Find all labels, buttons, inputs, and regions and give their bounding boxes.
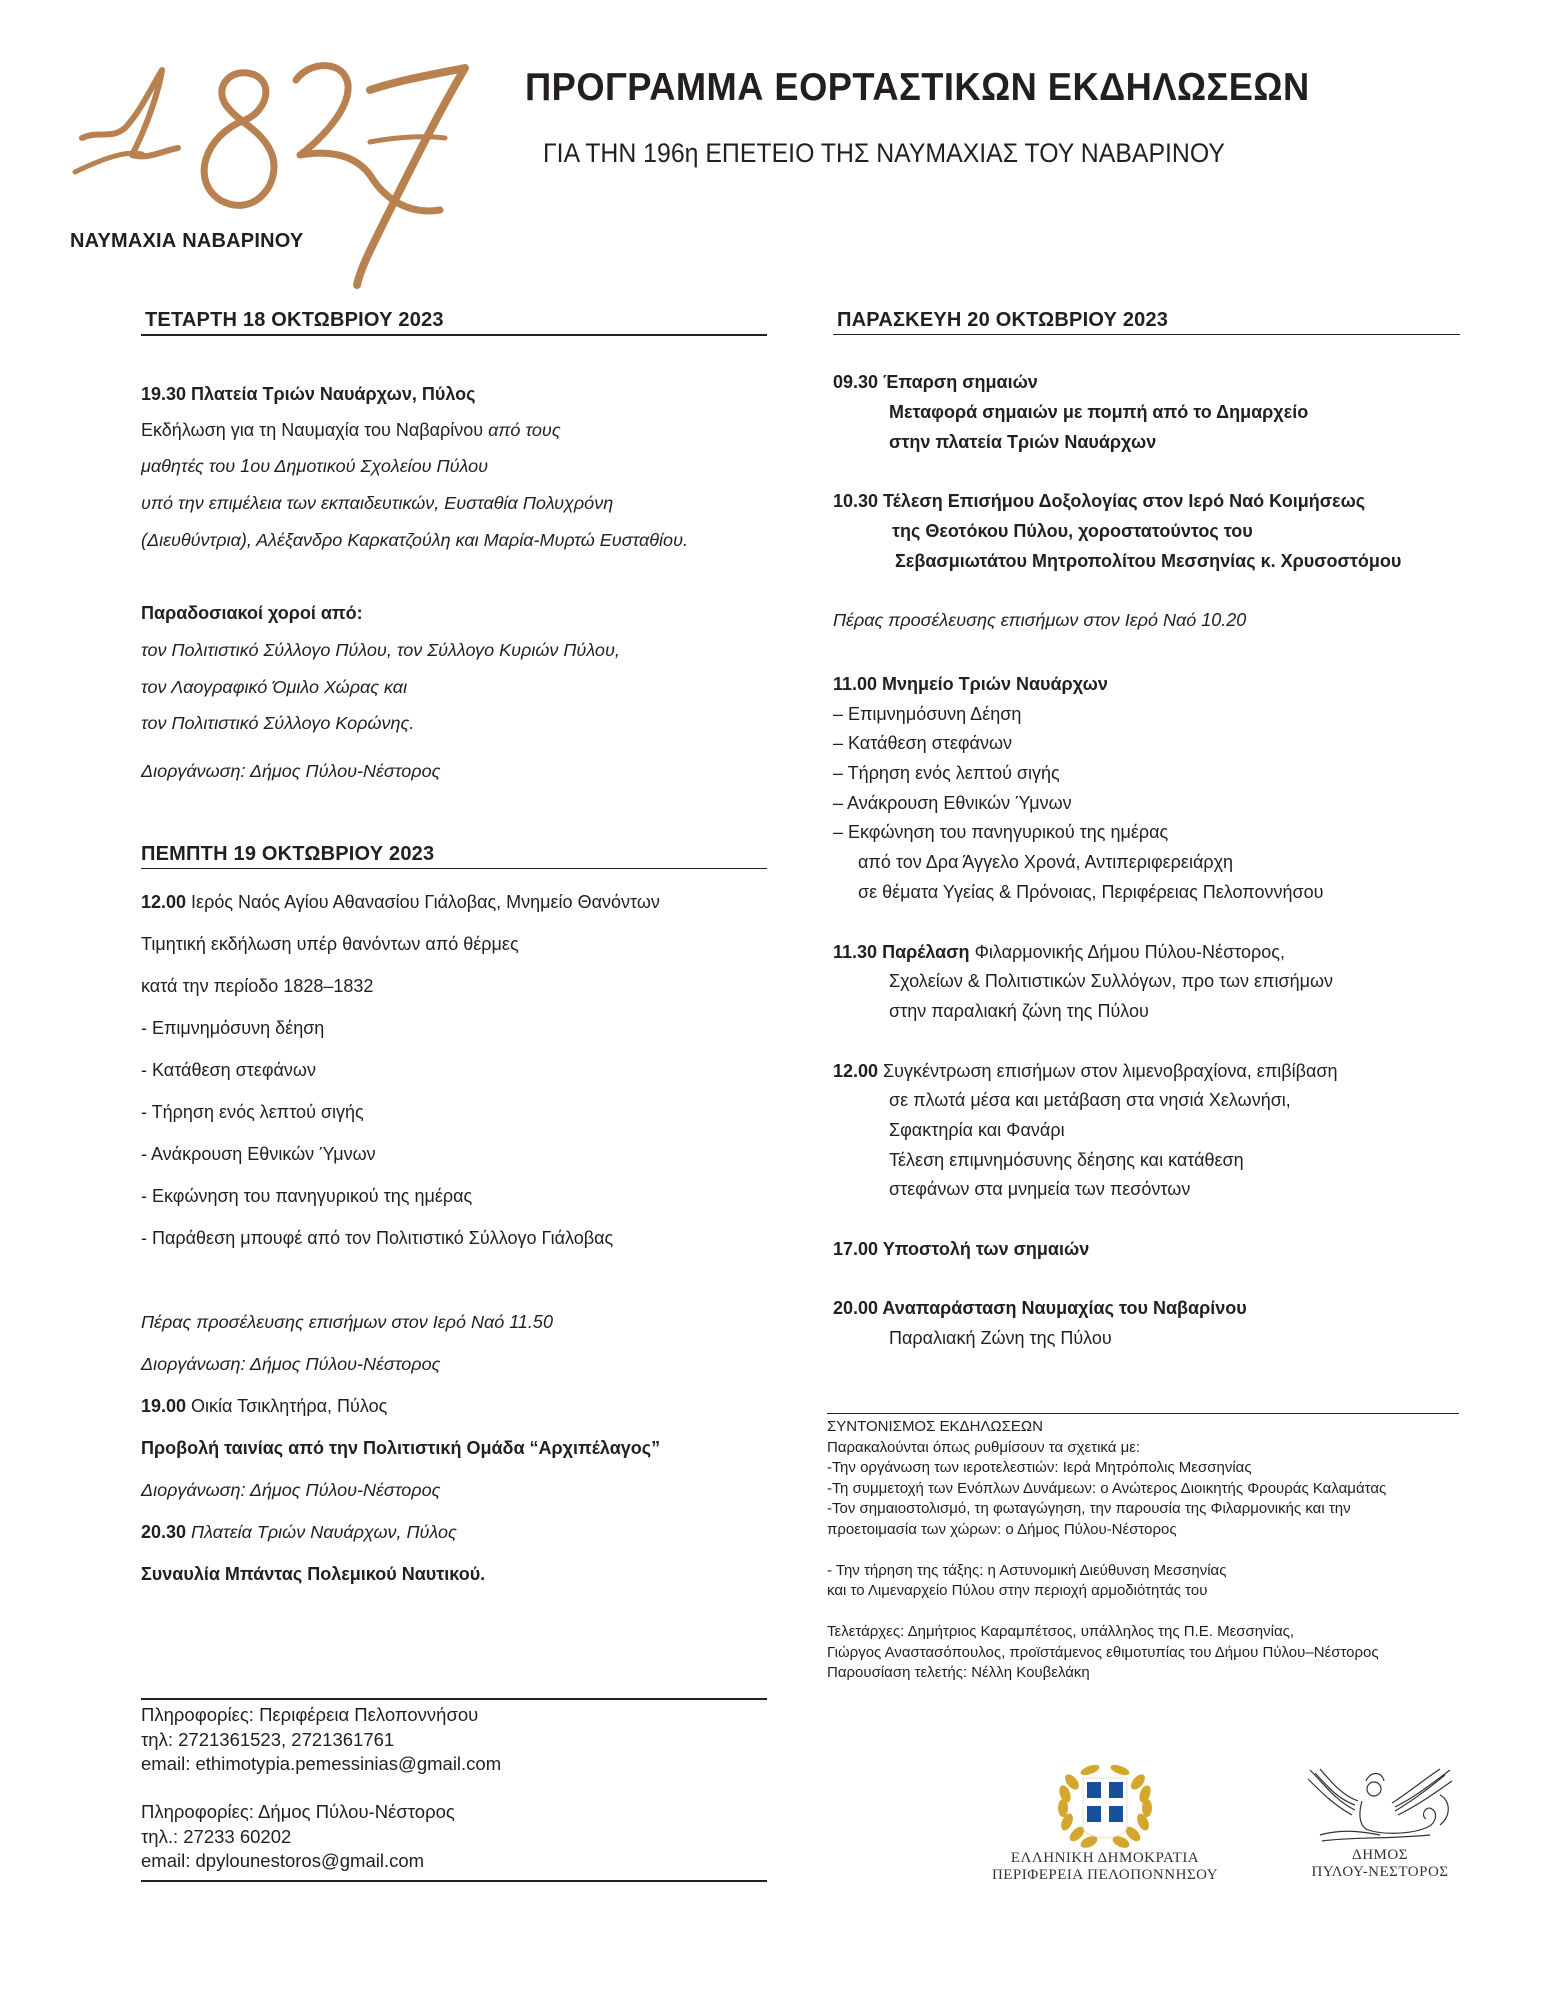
event-place: Πλατεία Τριών Ναυάρχων, Πύλος: [186, 1522, 457, 1542]
event-description: υπό την επιμέλεια των εκπαιδευτικών, Ευσταθία Πολυχρόνη: [141, 493, 614, 513]
event-title: 19.30 Πλατεία Τριών Ναυάρχων, Πύλος: [141, 384, 476, 404]
event-time: 20.30: [141, 1522, 187, 1542]
day-heading-text: ΠΑΡΑΣΚΕΥΗ 20 ΟΚΤΩΒΡΙΟΥ 2023: [837, 309, 1169, 331]
coordination-line: προετοιμασία των χώρων: ο Δήμος Πύλου-Νέστορος: [827, 1520, 1177, 1538]
event-line: σε πλωτά μέσα και μετάβαση στα νησιά Χελωνήσι,: [889, 1090, 1291, 1110]
event-title: 20.00 Αναπαράσταση Ναυμαχίας του Ναβαρίνου: [833, 1298, 1247, 1318]
event-line: - Επιμνημόσυνη δέηση: [141, 1018, 325, 1038]
municipality-caption-line1: ΔΗΜΟΣ: [1352, 1847, 1408, 1863]
day-heading-text: ΠΕΜΠΤΗ 19 ΟΚΤΩΒΡΙΟΥ 2023: [141, 843, 435, 865]
coordination-line: Τελετάρχες: Δημήτριος Καραμπέτσος, υπάλληλος της Π.Ε. Μεσσηνίας,: [827, 1623, 1295, 1640]
spacer: [827, 1602, 1386, 1623]
event-time: 19.00: [141, 1396, 187, 1416]
arrival-note: Πέρας προσέλευσης επισήμων στον Ιερό Ναό 10.20: [833, 610, 1247, 630]
event-line: Σφακτηρία και Φανάρι: [889, 1120, 1065, 1140]
info-phone: τηλ.: 27233 60202: [141, 1825, 292, 1847]
event-place: Ιερός Ναός Αγίου Αθανασίου Γιάλοβας, Μνημείο Θανόντων: [186, 892, 660, 912]
region-caption-line2: ΠΕΡΙΦΕΡΕΙΑ ΠΕΛΟΠΟΝΝΗΣΟΥ: [991, 1867, 1219, 1883]
organizer-note: Διοργάνωση: Δήμος Πύλου-Νέστορος: [141, 1354, 441, 1374]
event-line: Τιμητική εκδήλωση υπέρ θανόντων από θέρμες: [141, 934, 519, 954]
event-line: σε θέματα Υγείας & Πρόνοιας, Περιφέρειας Πελοποννήσου: [858, 882, 1324, 902]
sphinx-icon: [1300, 1765, 1460, 1847]
event-line: - Ανάκρουση Εθνικών Ύμνων: [141, 1144, 376, 1164]
event-title: 17.00 Υποστολή των σημαιών: [833, 1239, 1090, 1259]
municipality-caption-line2: ΠΥΛΟΥ-ΝΕΣΤΟΡΟΣ: [1311, 1864, 1449, 1880]
divider: [141, 1698, 767, 1700]
event-name: Παρέλαση: [877, 942, 970, 962]
event-description: [141, 420, 561, 441]
coordination-line: -Τον σημαιοστολισμό, τη φωταγώγηση, την παρουσία της Φιλαρμονικής και την: [827, 1500, 1351, 1517]
info-label: Πληροφορίες: Περιφέρεια Πελοποννήσου: [141, 1704, 479, 1725]
coordination-line: -Την οργάνωση των ιεροτελεστιών: Ιερά Μητρόπολις Μεσσηνίας: [827, 1459, 1252, 1476]
dances-title: Παραδοσιακοί χοροί από:: [141, 603, 363, 623]
municipality-logo: [1300, 1765, 1460, 1881]
event-line: Σχολείων & Πολιτιστικών Συλλόγων, προ των επισήμων: [889, 971, 1334, 991]
arrival-note: Πέρας προσέλευσης επισήμων στον Ιερό Ναό 11.50: [141, 1312, 553, 1332]
day-heading-thursday: [141, 843, 767, 869]
day-heading-wednesday: [141, 309, 767, 336]
event-time: 12.00: [141, 892, 187, 912]
info-email[interactable]: email: ethimotypia.pemessinias@gmail.com: [141, 1753, 502, 1774]
greek-coat-of-arms-icon: [985, 1758, 1225, 1850]
coordination-line: Παρουσίαση τελετής: Νέλλη Κουβελάκη: [827, 1664, 1090, 1681]
description-text-italic: από τους: [488, 420, 561, 440]
contact-info-municipality: [141, 1800, 455, 1874]
event-place: Φιλαρμονικής Δήμου Πύλου-Νέστορος,: [969, 942, 1285, 962]
divider: [827, 1413, 1459, 1414]
divider: [141, 1880, 767, 1882]
description-text: Εκδήλωση για τη Ναυμαχία του Ναβαρίνου: [141, 420, 489, 440]
spacer: [827, 1540, 1386, 1561]
coordination-line: Παρακαλούνται όπως ρυθμίσουν τα σχετικά με:: [827, 1438, 1141, 1456]
event-place: Οικία Τσικλητήρα, Πύλος: [186, 1396, 388, 1416]
page-title: ΠΡΟΓΡΑΜΜΑ ΕΟΡΤΑΣΤΙΚΩΝ ΕΚΔΗΛΩΣΕΩΝ: [525, 66, 1310, 109]
event-title: [833, 942, 1285, 963]
info-email[interactable]: email: dpylounestoros@gmail.com: [141, 1850, 425, 1871]
event-line: – Εκφώνηση του πανηγυρικού της ημέρας: [833, 822, 1169, 842]
event-line: Μεταφορά σημαιών με πομπή από το Δημαρχείο: [889, 402, 1309, 422]
coordination-line: -Τη συμμετοχή των Ενόπλων Δυνάμεων: ο Ανώτερος Διοικητής Φρουράς Καλαμάτας: [827, 1479, 1387, 1497]
page-subtitle: ΓΙΑ ΤΗΝ 196η ΕΠΕΤΕΙΟ ΤΗΣ ΝΑΥΜΑΧΙΑΣ ΤΟΥ ΝΑΒΑΡΙΝΟΥ: [543, 138, 1225, 168]
event-line: κατά την περίοδο 1828–1832: [141, 976, 374, 996]
event-line: - Τήρηση ενός λεπτού σιγής: [141, 1102, 364, 1122]
event-time: 11.30: [833, 942, 878, 962]
coordination-line: ΣΥΝΤΟΝΙΣΜΟΣ ΕΚΔΗΛΩΣΕΩΝ: [827, 1418, 1043, 1435]
event-line: στεφάνων στα μνημεία των πεσόντων: [889, 1179, 1191, 1199]
event-line: - Εκφώνηση του πανηγυρικού της ημέρας: [141, 1186, 473, 1206]
day-heading-friday: [833, 309, 1460, 335]
event-title: 09.30 Έπαρση σημαιών: [833, 372, 1038, 392]
event-line: – Κατάθεση στεφάνων: [833, 733, 1012, 753]
event-line: Τέλεση επιμνημόσυνης δέησης και κατάθεση: [889, 1150, 1244, 1170]
logo-caption: ΝΑΥΜΑΧΙΑ ΝΑΒΑΡΙΝΟΥ: [70, 230, 304, 252]
event-title: [141, 1396, 387, 1417]
event-title: 11.00 Μνημείο Τριών Ναυάρχων: [833, 674, 1108, 694]
organizer-note: Διοργάνωση: Δήμος Πύλου-Νέστορος: [141, 1480, 441, 1500]
info-label: Πληροφορίες: Δήμος Πύλου-Νέστορος: [141, 1801, 455, 1822]
info-phone: τηλ: 2721361523, 2721361761: [141, 1728, 395, 1750]
event-line: στην πλατεία Τριών Ναυάρχων: [889, 432, 1157, 452]
coordination-line: Γιώργος Αναστασόπουλος, προϊστάμενος εθιμοτυπίας του Δήμου Πύλου–Νέστορος: [827, 1643, 1379, 1661]
event-description: (Διευθύντρια), Αλέξανδρο Καρκατζούλη και Μαρία-Μυρτώ Ευσταθίου.: [141, 530, 688, 550]
dance-group: τον Πολιτιστικό Σύλλογο Κορώνης.: [141, 713, 415, 733]
event-line: Παραλιακή Ζώνη της Πύλου: [889, 1328, 1112, 1348]
dance-group: τον Λαογραφικό Όμιλο Χώρας και: [141, 677, 408, 697]
event-line: - Παράθεση μπουφέ από τον Πολιτιστικό Σύλλογο Γιάλοβας: [141, 1228, 614, 1248]
event-line: – Επιμνημόσυνη Δέηση: [833, 704, 1022, 724]
event-line: – Τήρηση ενός λεπτού σιγής: [833, 763, 1060, 783]
region-logo: [985, 1758, 1225, 1884]
event-subtitle: Συναυλία Μπάντας Πολεμικού Ναυτικού.: [141, 1564, 486, 1584]
event-subtitle: Προβολή ταινίας από την Πολιτιστική Ομάδα “Αρχιπέλαγος”: [141, 1438, 661, 1458]
logo-1827-icon: [70, 50, 500, 300]
event-line: – Ανάκρουση Εθνικών Ύμνων: [833, 793, 1072, 813]
organizer-note: Διοργάνωση: Δήμος Πύλου-Νέστορος: [141, 761, 441, 781]
contact-info-region: [141, 1703, 501, 1777]
event-title: [141, 892, 660, 913]
event-time: 12.00: [833, 1061, 879, 1081]
event-place: Συγκέντρωση επισήμων στον λιμενοβραχίονα, επιβίβαση: [878, 1061, 1338, 1081]
coordination-block: [827, 1417, 1386, 1684]
day-heading-text: ΤΕΤΑΡΤΗ 18 ΟΚΤΩΒΡΙΟΥ 2023: [145, 309, 444, 331]
event-line: Σεβασμιωτάτου Μητροπολίτου Μεσσηνίας κ. Χρυσοστόμου: [895, 551, 1402, 571]
coordination-line: - Την τήρηση της τάξης: η Αστυνομική Διεύθυνση Μεσσηνίας: [827, 1561, 1227, 1579]
event-line: της Θεοτόκου Πύλου, χοροστατούντος του: [892, 521, 1253, 541]
coordination-line: και το Λιμεναρχείο Πύλου στην περιοχή αρμοδιότητάς του: [827, 1582, 1208, 1599]
event-line: από τον Δρα Άγγελο Χρονά, Αντιπεριφερειάρχη: [858, 852, 1234, 872]
event-title: [833, 1061, 1337, 1082]
event-title: [141, 1522, 457, 1543]
dance-group: τον Πολιτιστικό Σύλλογο Πύλου, τον Σύλλογο Κυριών Πύλου,: [141, 640, 620, 660]
event-description: μαθητές του 1ου Δημοτικού Σχολείου Πύλου: [141, 456, 488, 476]
event-title: 10.30 Τέλεση Επισήμου Δοξολογίας στον Ιερό Ναό Κοιμήσεως: [833, 491, 1366, 511]
event-line: στην παραλιακή ζώνη της Πύλου: [889, 1001, 1149, 1021]
logo-1827: [70, 50, 500, 300]
event-line: - Κατάθεση στεφάνων: [141, 1060, 316, 1080]
region-caption-line1: ΕΛΛΗΝΙΚΗ ΔΗΜΟΚΡΑΤΙΑ: [1010, 1850, 1200, 1866]
